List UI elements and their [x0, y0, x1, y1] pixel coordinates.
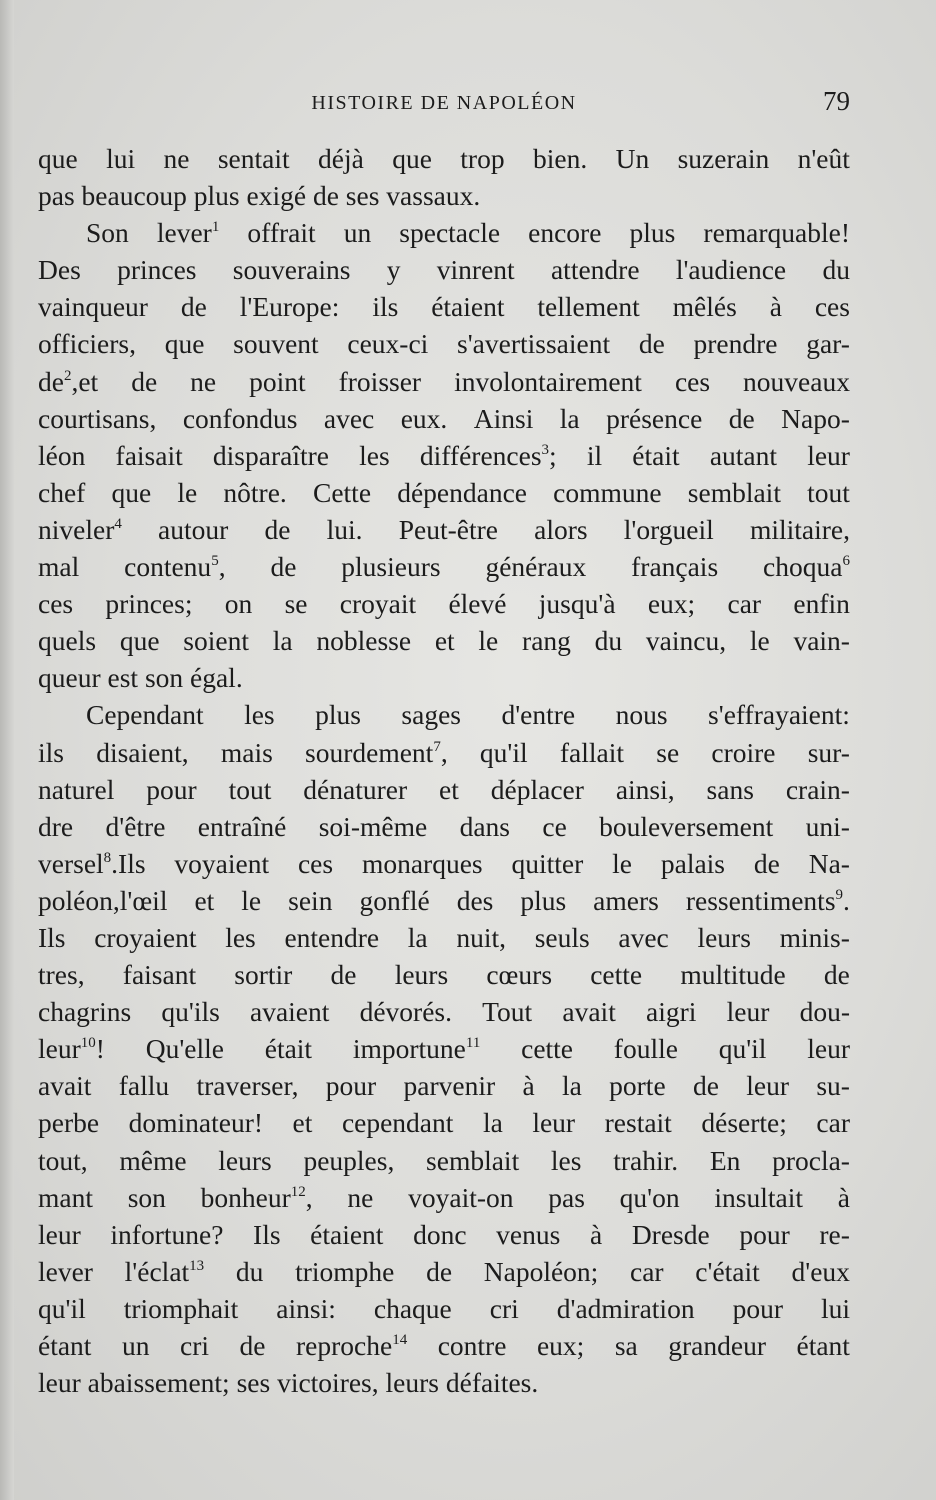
- paragraph: [38, 696, 850, 1401]
- footnote-marker: 13: [189, 1257, 205, 1274]
- text-line: queur est son égal.: [38, 662, 243, 694]
- text-line: étant un cri de reproche$^{14}$ contre eux; sa grandeur étant: [38, 1330, 850, 1361]
- text-line: tout, même leurs peuples, semblait les trahir. En procla-: [38, 1144, 850, 1176]
- page-gutter: [0, 0, 14, 1500]
- footnote-marker: 7: [433, 738, 441, 755]
- text-line: ils disaient, mais sourdement$^7$, qu'il fallait se croire sur-: [38, 736, 850, 768]
- footnote-marker: 12: [290, 1183, 306, 1200]
- text-line: niveler$^4$ autour de lui. Peut-être alors l'orgueil militaire,: [38, 513, 850, 545]
- text-line: leur infortune? Ils étaient donc venus à Dresde pour re-: [38, 1218, 850, 1250]
- text-line: ces princes; on se croyait élevé jusqu'à eux; car enfin: [38, 588, 850, 620]
- text-line: naturel pour tout dénaturer et déplacer ainsi, sans crain-: [38, 773, 850, 805]
- footnote-marker: 8: [103, 849, 112, 866]
- text-line: chef que le nôtre. Cette dépendance commune semblait tout: [38, 476, 850, 508]
- text-line: qu'il triomphait ainsi: chaque cri d'admiration pour lui: [38, 1292, 850, 1324]
- text-line: $de^2,et$ de ne point froisser involontairement ces nouveaux: [38, 365, 850, 397]
- footnote-marker: 5: [211, 553, 219, 570]
- text-line: avait fallu traverser, pour parvenir à la porte de leur su-: [38, 1070, 850, 1102]
- body-text: [38, 140, 850, 1401]
- text-line: que lui ne sentait déjà que trop bien. Un suzerain n'eût: [38, 143, 850, 174]
- text-line: chagrins qu'ils avaient dévorés. Tout avait aigri leur dou-: [38, 996, 850, 1028]
- footnote-marker: 2: [63, 367, 72, 384]
- text-line: lever l'éclat$^{13}$ du triomphe de Napoléon; car c'était d'eux: [38, 1255, 850, 1287]
- footnote-marker: 11: [465, 1035, 481, 1052]
- paragraph: [38, 140, 850, 214]
- text-line: leur$^{10}$! Qu'elle était importune$^{11}$ cette foulle qu'il leur: [38, 1033, 850, 1065]
- text-line: Ils croyaient les entendre la nuit, seuls avec leurs minis-: [38, 921, 850, 953]
- text-line: leur abaissement; ses victoires, leurs défaites.: [38, 1367, 539, 1399]
- text-line: mant son bonheur$^{12}$, ne voyait-on pas qu'on insultait à: [38, 1181, 850, 1213]
- text-line: Son lever$^1$ offrait un spectacle encore plus remarquable!: [86, 217, 850, 249]
- footnote-marker: 1: [211, 219, 220, 236]
- text-line: mal contenu$^5$, de plusieurs généraux français choqua$^6$: [38, 551, 850, 583]
- text-line: Des princes souverains y vinrent attendre l'audience du: [38, 254, 850, 286]
- footnote-marker: 4: [114, 515, 122, 532]
- text-line: courtisans, confondus avec eux. Ainsi la présence de Napo-: [38, 402, 850, 434]
- paragraph: [38, 214, 850, 696]
- text-line: tres, faisant sortir de leurs cœurs cette multitude de: [38, 959, 850, 991]
- text-line: léon faisait disparaître les différences$^3$; il était autant leur: [38, 439, 850, 471]
- text-line: poléon,l'œil et le sein gonflé des plus amers ressentiments$^9$.: [38, 884, 850, 916]
- footnote-marker: 6: [842, 553, 850, 570]
- footnote-marker: 3: [541, 441, 550, 458]
- text-line: perbe dominateur! et cependant la leur restait déserte; car: [38, 1107, 850, 1139]
- running-title: HISTOIRE DE NAPOLÉON: [311, 92, 577, 114]
- running-head: [38, 86, 850, 126]
- page-number: 79: [823, 86, 850, 116]
- footnote-marker: 14: [392, 1332, 408, 1348]
- text-line: vainqueur de l'Europe: ils étaient tellement mêlés à ces: [38, 291, 850, 323]
- text-line: quels que soient la noblesse et le rang du vaincu, le vain-: [38, 625, 850, 657]
- footnote-marker: 9: [835, 886, 844, 903]
- text-line: versel$^8$.Ils voyaient ces monarques quitter le palais de Na-: [38, 847, 850, 879]
- footnote-marker: 10: [80, 1035, 96, 1052]
- text-line: officiers, que souvent ceux-ci s'avertissaient de prendre gar-: [38, 328, 850, 360]
- text-line: Cependant les plus sages d'entre nous s'effrayaient:: [86, 699, 850, 731]
- text-line: dre d'être entraîné soi-même dans ce bouleversement uni-: [38, 810, 850, 842]
- text-line: pas beaucoup plus exigé de ses vassaux.: [38, 180, 481, 212]
